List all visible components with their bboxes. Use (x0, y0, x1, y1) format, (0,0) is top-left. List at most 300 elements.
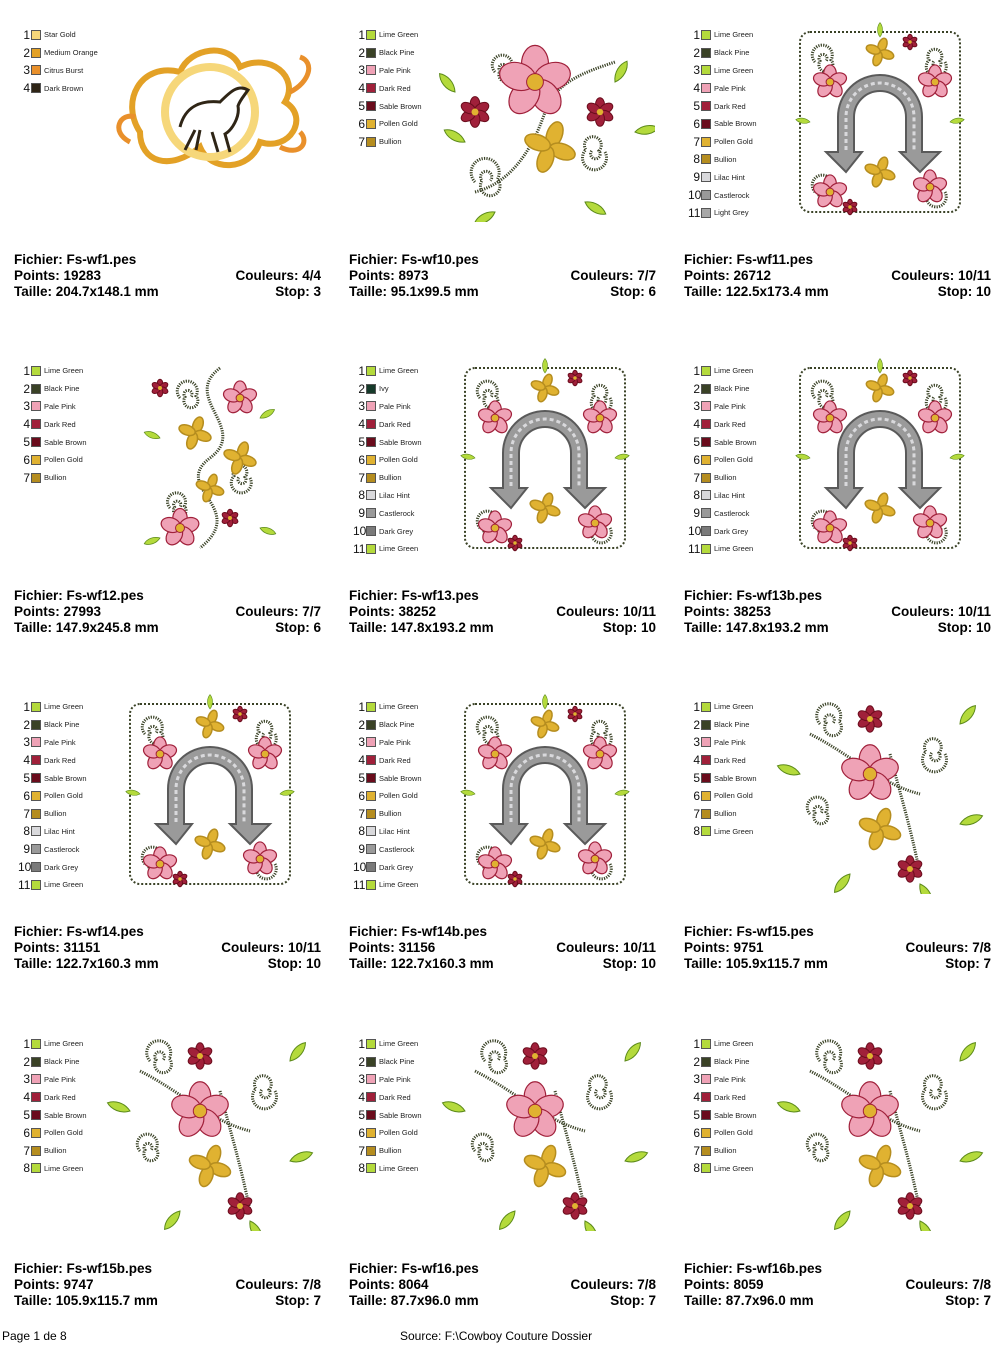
color-swatch (366, 119, 376, 129)
thread-name: Lime Green (379, 702, 419, 712)
thread-name: Dark Red (44, 419, 76, 429)
color-swatch (701, 384, 711, 394)
legend-index: 5 (23, 1108, 30, 1123)
file-line (684, 1261, 991, 1277)
thread-name: Lime Green (379, 544, 419, 554)
legend-index: 2 (358, 381, 365, 396)
legend-index: 4 (693, 753, 700, 768)
design-preview (100, 1031, 320, 1231)
stop-value: Stop: 7 (275, 1293, 321, 1308)
color-swatch (701, 101, 711, 111)
thread-name: Pollen Gold (714, 1128, 753, 1138)
legend-index: 3 (693, 735, 700, 750)
legend-index: 7 (358, 470, 365, 485)
thread-name: Dark Red (714, 419, 746, 429)
thread-name: Black Pine (379, 48, 415, 58)
legend-index: 7 (693, 806, 700, 821)
thread-name: Dark Red (379, 419, 411, 429)
thread-name: Pale Pink (714, 83, 746, 93)
thread-name: Castlerock (44, 844, 80, 854)
colors-value: Couleurs: 10/11 (556, 940, 656, 955)
legend-index: 1 (693, 363, 700, 378)
file-name: Fichier: Fs-wf13.pes (349, 588, 479, 603)
embroidery-artwork (435, 358, 655, 558)
points-value: Points: 26712 (684, 268, 772, 283)
legend-index: 5 (358, 99, 365, 114)
color-swatch (31, 401, 41, 411)
points-line (349, 268, 656, 284)
colors-value: Couleurs: 7/7 (235, 604, 321, 619)
thread-name: Bullion (379, 473, 402, 483)
legend-index: 1 (358, 699, 365, 714)
design-card (335, 1009, 670, 1345)
color-swatch (366, 455, 376, 465)
color-swatch (366, 490, 376, 500)
color-swatch (31, 437, 41, 447)
size-value: Taille: 95.1x99.5 mm (349, 284, 479, 299)
legend-index: 3 (693, 63, 700, 78)
thread-name: Bullion (44, 1146, 67, 1156)
thread-name: Sable Brown (379, 773, 422, 783)
file-name: Fichier: Fs-wf16.pes (349, 1261, 479, 1276)
thread-name: Pale Pink (379, 401, 411, 411)
embroidery-artwork (100, 22, 320, 222)
stop-value: Stop: 10 (602, 620, 656, 635)
legend-index: 3 (358, 63, 365, 78)
thread-name: Pollen Gold (44, 455, 83, 465)
color-swatch (31, 844, 41, 854)
legend-index: 5 (693, 771, 700, 786)
design-card (335, 0, 670, 336)
color-swatch (366, 773, 376, 783)
color-swatch (701, 154, 711, 164)
color-swatch (701, 48, 711, 58)
stop-value: Stop: 7 (945, 1293, 991, 1308)
legend-index: 10 (353, 524, 367, 539)
thread-name: Bullion (714, 809, 737, 819)
thread-name: Black Pine (379, 1057, 415, 1067)
legend-index: 2 (358, 1054, 365, 1069)
legend-index: 2 (358, 717, 365, 732)
design-info (14, 252, 321, 300)
stop-value: Stop: 6 (275, 620, 321, 635)
color-swatch (31, 720, 41, 730)
legend-index: 2 (693, 1054, 700, 1069)
legend-index: 11 (18, 877, 31, 892)
size-value: Taille: 147.8x193.2 mm (684, 620, 829, 635)
color-swatch (366, 83, 376, 93)
thread-name: Black Pine (714, 384, 750, 394)
thread-name: Lilac Hint (714, 490, 745, 500)
points-value: Points: 31156 (349, 940, 436, 955)
thread-name: Pale Pink (379, 737, 411, 747)
thread-name: Ivy (379, 384, 389, 394)
thread-name: Dark Red (379, 1092, 411, 1102)
color-swatch (31, 1092, 41, 1102)
thread-name: Black Pine (44, 1057, 80, 1067)
thread-name: Bullion (44, 809, 67, 819)
thread-name: Pollen Gold (379, 791, 418, 801)
legend-index: 5 (358, 771, 365, 786)
color-swatch (31, 809, 41, 819)
color-swatch (366, 755, 376, 765)
color-swatch (701, 419, 711, 429)
design-card (0, 0, 335, 336)
color-swatch (366, 401, 376, 411)
file-name: Fichier: Fs-wf1.pes (14, 252, 137, 267)
legend-index: 9 (358, 842, 365, 857)
color-swatch (701, 437, 711, 447)
thread-name: Sable Brown (379, 1110, 422, 1120)
thread-name: Bullion (379, 1146, 402, 1156)
size-line (349, 956, 656, 972)
thread-name: Lime Green (379, 1163, 419, 1173)
colors-value: Couleurs: 7/7 (570, 268, 656, 283)
legend-index: 8 (693, 152, 700, 167)
color-swatch (701, 172, 711, 182)
thread-name: Sable Brown (379, 437, 422, 447)
color-swatch (31, 455, 41, 465)
thread-name: Pollen Gold (379, 1128, 418, 1138)
file-line (349, 924, 656, 940)
design-preview (770, 1031, 990, 1231)
color-swatch (701, 473, 711, 483)
color-swatch (701, 526, 711, 536)
size-value: Taille: 105.9x115.7 mm (684, 956, 828, 971)
legend-index: 1 (358, 363, 365, 378)
color-swatch (701, 508, 711, 518)
design-info (14, 588, 321, 636)
design-info (349, 252, 656, 300)
legend-index: 5 (23, 771, 30, 786)
thread-name: Lime Green (379, 1039, 419, 1049)
legend-index: 6 (358, 116, 365, 131)
thread-name: Pale Pink (44, 401, 76, 411)
points-value: Points: 9751 (684, 940, 764, 955)
thread-name: Sable Brown (714, 773, 757, 783)
thread-name: Dark Red (714, 1092, 746, 1102)
color-swatch (701, 65, 711, 75)
thread-name: Lime Green (44, 1163, 84, 1173)
color-swatch (31, 83, 41, 93)
legend-index: 4 (23, 753, 30, 768)
color-swatch (31, 880, 41, 890)
size-line (14, 1293, 321, 1309)
color-swatch (31, 419, 41, 429)
color-swatch (701, 755, 711, 765)
legend-index: 7 (358, 1143, 365, 1158)
file-name: Fichier: Fs-wf11.pes (684, 252, 814, 267)
thread-name: Lilac Hint (44, 826, 75, 836)
thread-name: Pale Pink (44, 1074, 76, 1084)
legend-index: 8 (23, 824, 30, 839)
thread-name: Dark Red (44, 1092, 76, 1102)
embroidery-artwork (770, 694, 990, 894)
color-swatch (366, 880, 376, 890)
legend-index: 6 (358, 452, 365, 467)
legend-index: 9 (358, 506, 365, 521)
thread-name: Lime Green (379, 880, 419, 890)
color-swatch (701, 809, 711, 819)
thread-name: Light Grey (714, 208, 749, 218)
legend-index: 6 (693, 452, 700, 467)
points-value: Points: 8064 (349, 1277, 429, 1292)
color-swatch (366, 437, 376, 447)
file-line (14, 252, 321, 268)
color-swatch (701, 737, 711, 747)
color-swatch (31, 862, 41, 872)
legend-index: 5 (693, 99, 700, 114)
color-swatch (31, 755, 41, 765)
thread-name: Black Pine (714, 48, 750, 58)
size-line (684, 284, 991, 300)
thread-name: Sable Brown (44, 437, 87, 447)
color-swatch (31, 65, 41, 75)
colors-value: Couleurs: 7/8 (570, 1277, 656, 1292)
points-value: Points: 27993 (14, 604, 102, 619)
legend-index: 6 (358, 1125, 365, 1140)
design-preview (770, 694, 990, 894)
points-line (349, 1277, 656, 1293)
thread-name: Sable Brown (44, 773, 87, 783)
color-swatch (31, 1074, 41, 1084)
design-info (349, 924, 656, 972)
design-card (0, 336, 335, 672)
file-name: Fichier: Fs-wf14.pes (14, 924, 144, 939)
stop-value: Stop: 10 (937, 620, 991, 635)
color-swatch (366, 862, 376, 872)
thread-name: Pollen Gold (44, 791, 83, 801)
color-swatch (366, 1074, 376, 1084)
legend-index: 6 (693, 116, 700, 131)
legend-index: 2 (23, 381, 30, 396)
legend-index: 1 (23, 1036, 30, 1051)
size-line (14, 956, 321, 972)
legend-index: 8 (693, 1161, 700, 1176)
color-swatch (701, 137, 711, 147)
legend-index: 5 (693, 1108, 700, 1123)
legend-index: 10 (688, 188, 702, 203)
page-number: Page 1 de 8 (2, 1329, 67, 1343)
points-line (14, 940, 321, 956)
points-line (14, 268, 321, 284)
color-swatch (366, 473, 376, 483)
colors-value: Couleurs: 7/8 (905, 940, 991, 955)
file-name: Fichier: Fs-wf13b.pes (684, 588, 823, 603)
thread-name: Castlerock (379, 844, 415, 854)
color-swatch (366, 65, 376, 75)
points-line (349, 940, 656, 956)
legend-index: 7 (23, 806, 30, 821)
thread-name: Dark Red (714, 101, 746, 111)
thread-name: Sable Brown (714, 437, 757, 447)
points-value: Points: 9747 (14, 1277, 94, 1292)
legend-index: 7 (358, 134, 365, 149)
color-swatch (701, 83, 711, 93)
embroidery-artwork (770, 358, 990, 558)
thread-name: Pale Pink (714, 1074, 746, 1084)
thread-name: Lime Green (379, 366, 419, 376)
legend-index: 8 (358, 824, 365, 839)
design-preview (435, 358, 655, 558)
design-info (684, 252, 991, 300)
color-swatch (366, 366, 376, 376)
legend-index: 4 (23, 81, 30, 96)
legend-index: 4 (23, 1090, 30, 1105)
colors-value: Couleurs: 10/11 (891, 268, 991, 283)
embroidery-artwork (100, 358, 320, 558)
embroidery-artwork (435, 22, 655, 222)
legend-index: 9 (693, 170, 700, 185)
color-swatch (366, 1039, 376, 1049)
color-swatch (31, 737, 41, 747)
embroidery-artwork (770, 1031, 990, 1231)
legend-index: 7 (23, 470, 30, 485)
color-swatch (31, 1110, 41, 1120)
legend-index: 5 (358, 435, 365, 450)
legend-index: 11 (353, 541, 366, 556)
points-value: Points: 38253 (684, 604, 772, 619)
legend-index: 1 (23, 699, 30, 714)
thread-name: Pollen Gold (379, 119, 418, 129)
file-line (14, 1261, 321, 1277)
thread-name: Lilac Hint (379, 826, 410, 836)
file-name: Fichier: Fs-wf14b.pes (349, 924, 488, 939)
thread-name: Dark Red (714, 755, 746, 765)
legend-index: 6 (693, 1125, 700, 1140)
color-swatch (701, 1163, 711, 1173)
legend-index: 11 (688, 205, 701, 220)
legend-index: 6 (693, 788, 700, 803)
color-swatch (31, 773, 41, 783)
size-value: Taille: 122.7x160.3 mm (14, 956, 159, 971)
thread-name: Pale Pink (714, 737, 746, 747)
file-line (14, 588, 321, 604)
design-card (670, 1009, 1005, 1345)
size-line (14, 620, 321, 636)
colors-value: Couleurs: 7/8 (905, 1277, 991, 1292)
design-card (670, 672, 1005, 1008)
thread-name: Dark Red (379, 83, 411, 93)
design-preview (435, 694, 655, 894)
color-swatch (701, 773, 711, 783)
thread-name: Star Gold (44, 30, 76, 40)
color-swatch (366, 1128, 376, 1138)
legend-index: 9 (23, 842, 30, 857)
legend-index: 10 (688, 524, 702, 539)
points-line (14, 604, 321, 620)
design-preview (100, 358, 320, 558)
thread-name: Sable Brown (714, 1110, 757, 1120)
color-swatch (31, 1146, 41, 1156)
design-info (684, 588, 991, 636)
size-value: Taille: 147.9x245.8 mm (14, 620, 159, 635)
legend-index: 1 (693, 1036, 700, 1051)
color-swatch (31, 30, 41, 40)
design-preview (435, 1031, 655, 1231)
thread-name: Sable Brown (714, 119, 757, 129)
thread-name: Pale Pink (714, 401, 746, 411)
design-card (335, 672, 670, 1008)
embroidery-artwork (770, 22, 990, 222)
thread-name: Lime Green (714, 1163, 754, 1173)
color-swatch (366, 844, 376, 854)
thread-name: Black Pine (379, 720, 415, 730)
color-swatch (701, 1128, 711, 1138)
thread-name: Dark Grey (379, 526, 414, 536)
thread-name: Pale Pink (379, 65, 411, 75)
size-value: Taille: 87.7x96.0 mm (684, 1293, 814, 1308)
file-line (684, 588, 991, 604)
points-value: Points: 8973 (349, 268, 429, 283)
points-line (684, 604, 991, 620)
color-swatch (366, 48, 376, 58)
color-swatch (701, 1057, 711, 1067)
size-line (349, 284, 656, 300)
legend-index: 3 (23, 399, 30, 414)
thread-name: Lime Green (714, 1039, 754, 1049)
legend-index: 8 (693, 488, 700, 503)
color-swatch (366, 384, 376, 394)
legend-index: 4 (693, 417, 700, 432)
thread-name: Castlerock (714, 190, 750, 200)
stop-value: Stop: 7 (945, 956, 991, 971)
legend-index: 1 (23, 363, 30, 378)
thread-name: Bullion (714, 473, 737, 483)
legend-index: 5 (358, 1108, 365, 1123)
file-name: Fichier: Fs-wf10.pes (349, 252, 479, 267)
legend-index: 7 (693, 134, 700, 149)
stop-value: Stop: 10 (267, 956, 321, 971)
thread-name: Castlerock (714, 508, 750, 518)
color-swatch (31, 702, 41, 712)
color-swatch (366, 1146, 376, 1156)
legend-index: 9 (693, 506, 700, 521)
design-info (684, 924, 991, 972)
colors-value: Couleurs: 10/11 (556, 604, 656, 619)
points-value: Points: 38252 (349, 604, 437, 619)
thread-name: Lilac Hint (379, 490, 410, 500)
thread-name: Lime Green (44, 702, 84, 712)
color-swatch (366, 137, 376, 147)
thread-name: Lime Green (714, 65, 754, 75)
colors-value: Couleurs: 4/4 (235, 268, 321, 283)
legend-index: 11 (688, 541, 701, 556)
thread-name: Black Pine (44, 384, 80, 394)
design-card (0, 672, 335, 1008)
color-swatch (31, 1039, 41, 1049)
color-swatch (31, 1163, 41, 1173)
thread-name: Lime Green (44, 880, 84, 890)
colors-value: Couleurs: 7/8 (235, 1277, 321, 1292)
thread-name: Bullion (379, 809, 402, 819)
thread-name: Medium Orange (44, 48, 98, 58)
color-swatch (366, 791, 376, 801)
design-card (0, 1009, 335, 1345)
color-swatch (701, 490, 711, 500)
file-name: Fichier: Fs-wf12.pes (14, 588, 144, 603)
color-swatch (701, 544, 711, 554)
points-line (684, 940, 991, 956)
legend-index: 2 (693, 717, 700, 732)
design-info (349, 588, 656, 636)
legend-index: 3 (23, 735, 30, 750)
thread-name: Dark Grey (714, 526, 749, 536)
color-swatch (31, 1128, 41, 1138)
legend-index: 4 (693, 1090, 700, 1105)
thread-name: Pale Pink (44, 737, 76, 747)
design-info (14, 1261, 321, 1309)
